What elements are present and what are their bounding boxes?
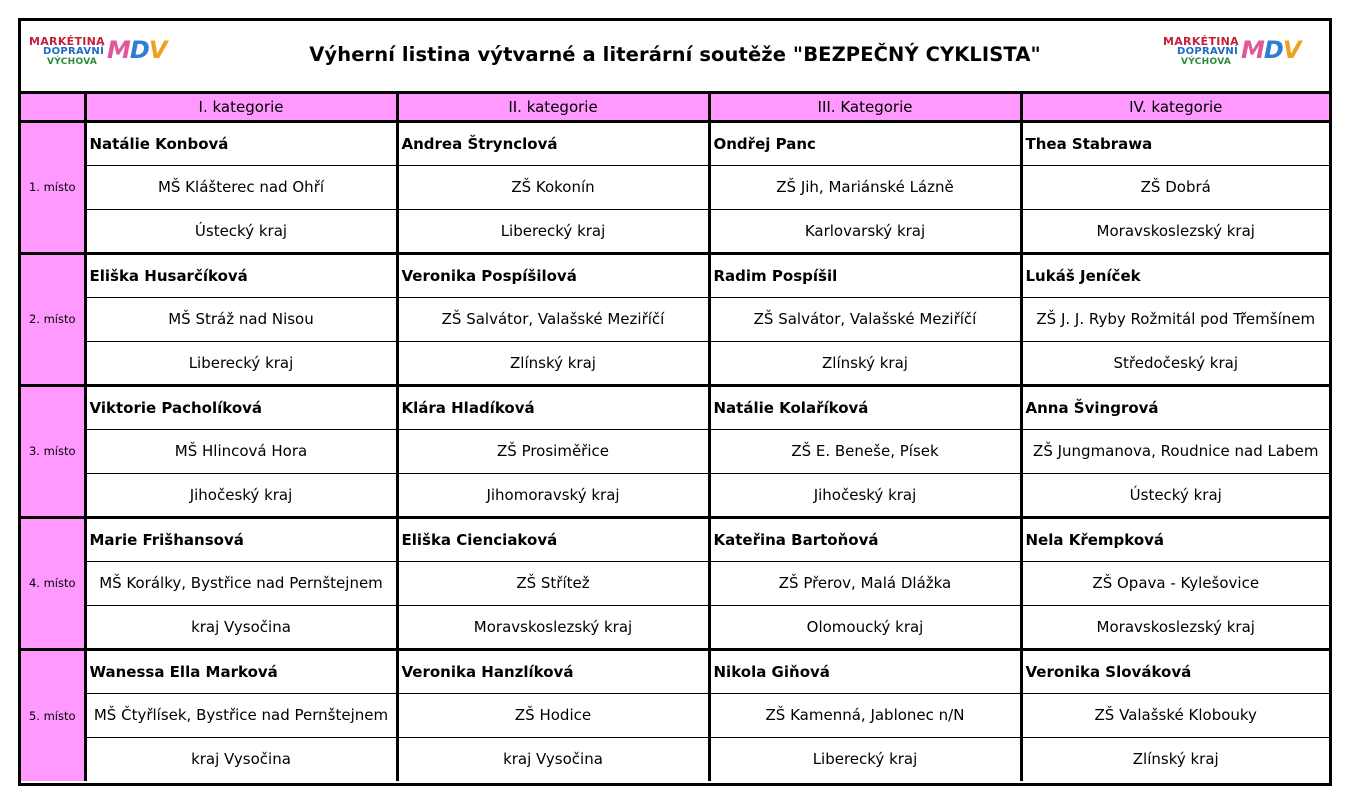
winner-school-row	[21, 693, 1329, 737]
winner-school: ZŠ Hodice	[397, 693, 709, 737]
place-label: 4. místo	[21, 517, 85, 649]
winner-school: ZŠ E. Beneše, Písek	[709, 429, 1021, 473]
winner-name: Veronika Slováková	[1021, 649, 1329, 693]
winner-name: Andrea Štrynclová	[397, 121, 709, 165]
winner-school-row	[21, 297, 1329, 341]
winner-school: ZŠ Jungmanova, Roudnice nad Labem	[1021, 429, 1329, 473]
header-corner	[21, 94, 85, 121]
winner-region: Liberecký kraj	[397, 209, 709, 253]
winner-region-row	[21, 341, 1329, 385]
winner-region: kraj Vysočina	[85, 737, 397, 781]
winner-name: Veronika Pospíšilová	[397, 253, 709, 297]
winner-region: Olomoucký kraj	[709, 605, 1021, 649]
winner-school-row	[21, 165, 1329, 209]
winner-region: Ústecký kraj	[85, 209, 397, 253]
results-sheet	[18, 18, 1332, 786]
winner-school: ZŠ Valašské Klobouky	[1021, 693, 1329, 737]
winner-region: Zlínský kraj	[397, 341, 709, 385]
winner-school: ZŠ Prosiměřice	[397, 429, 709, 473]
winner-school: ZŠ Opava - Kylešovice	[1021, 561, 1329, 605]
logo-text-line1: MARKÉTINA	[29, 35, 105, 48]
place-label: 2. místo	[21, 253, 85, 385]
winner-region: Moravskoslezský kraj	[1021, 209, 1329, 253]
page-title: Výherní listina výtvarné a literární soutěže "BEZPEČNÝ CYKLISTA"	[309, 43, 1041, 66]
winner-region: Ústecký kraj	[1021, 473, 1329, 517]
winner-name: Lukáš Jeníček	[1021, 253, 1329, 297]
logo-text-line3: VÝCHOVA	[47, 57, 98, 67]
winner-name-row	[21, 517, 1329, 561]
winner-name: Wanessa Ella Marková	[85, 649, 397, 693]
winner-school: ZŠ Kamenná, Jablonec n/N	[709, 693, 1021, 737]
winner-school: ZŠ J. J. Ryby Rožmitál pod Třemšínem	[1021, 297, 1329, 341]
winner-region-row	[21, 737, 1329, 781]
winner-region: Jihomoravský kraj	[397, 473, 709, 517]
winner-name: Natálie Kolaříková	[709, 385, 1021, 429]
winner-name: Eliška Husarčíková	[85, 253, 397, 297]
logo-mark: MDV	[107, 36, 167, 64]
category-header-row	[21, 94, 1329, 121]
winner-name: Veronika Hanzlíková	[397, 649, 709, 693]
winner-name: Nikola Giňová	[709, 649, 1021, 693]
winner-name: Thea Stabrawa	[1021, 121, 1329, 165]
winner-name-row	[21, 121, 1329, 165]
winner-school: ZŠ Salvátor, Valašské Meziříčí	[397, 297, 709, 341]
category-header: II. kategorie	[397, 94, 709, 121]
winner-region: Moravskoslezský kraj	[397, 605, 709, 649]
winner-region: Liberecký kraj	[85, 341, 397, 385]
winner-school: ZŠ Střítež	[397, 561, 709, 605]
winner-school: MŠ Čtyřlísek, Bystřice nad Pernštejnem	[85, 693, 397, 737]
winner-name: Anna Švingrová	[1021, 385, 1329, 429]
winner-name: Ondřej Panc	[709, 121, 1021, 165]
winner-name-row	[21, 253, 1329, 297]
winner-name: Radim Pospíšil	[709, 253, 1021, 297]
winner-name: Kateřina Bartoňová	[709, 517, 1021, 561]
winner-region: Karlovarský kraj	[709, 209, 1021, 253]
winner-name: Klára Hladíková	[397, 385, 709, 429]
winner-name: Natálie Konbová	[85, 121, 397, 165]
winner-region-row	[21, 209, 1329, 253]
winner-region: kraj Vysočina	[397, 737, 709, 781]
winner-region: Jihočeský kraj	[85, 473, 397, 517]
winner-school: MŠ Korálky, Bystřice nad Pernštejnem	[85, 561, 397, 605]
winner-region: Středočeský kraj	[1021, 341, 1329, 385]
category-header: IV. kategorie	[1021, 94, 1329, 121]
winner-name-row	[21, 649, 1329, 693]
winner-name: Marie Frišhansová	[85, 517, 397, 561]
logo-text-line1: MARKÉTINA	[1163, 35, 1239, 48]
winner-name: Eliška Cienciaková	[397, 517, 709, 561]
winner-region: Zlínský kraj	[709, 341, 1021, 385]
winner-region-row	[21, 473, 1329, 517]
winner-name: Nela Křempková	[1021, 517, 1329, 561]
winner-school: ZŠ Jih, Mariánské Lázně	[709, 165, 1021, 209]
category-header: I. kategorie	[85, 94, 397, 121]
logo-text-line2: DOPRAVNÍ	[1177, 46, 1239, 57]
winner-school: ZŠ Přerov, Malá Dlážka	[709, 561, 1021, 605]
winner-region: Zlínský kraj	[1021, 737, 1329, 781]
place-label: 5. místo	[21, 649, 85, 781]
logo-text-line3: VÝCHOVA	[1181, 57, 1232, 67]
logo-mark: MDV	[1241, 36, 1301, 64]
winner-school-row	[21, 561, 1329, 605]
place-label: 3. místo	[21, 385, 85, 517]
winner-name-row	[21, 385, 1329, 429]
winner-region: Liberecký kraj	[709, 737, 1021, 781]
category-header: III. Kategorie	[709, 94, 1021, 121]
logo-right	[1163, 35, 1303, 73]
logo-text-line2: DOPRAVNÍ	[43, 46, 105, 57]
winner-school: MŠ Stráž nad Nisou	[85, 297, 397, 341]
winner-region-row	[21, 605, 1329, 649]
winner-region: kraj Vysočina	[85, 605, 397, 649]
winner-school: MŠ Klášterec nad Ohří	[85, 165, 397, 209]
winner-school: ZŠ Dobrá	[1021, 165, 1329, 209]
header	[21, 21, 1329, 94]
winner-name: Viktorie Pacholíková	[85, 385, 397, 429]
winner-region: Jihočeský kraj	[709, 473, 1021, 517]
winner-region: Moravskoslezský kraj	[1021, 605, 1329, 649]
results-table	[21, 94, 1329, 781]
place-label: 1. místo	[21, 121, 85, 253]
winner-school: ZŠ Kokonín	[397, 165, 709, 209]
winner-school: MŠ Hlincová Hora	[85, 429, 397, 473]
winner-school-row	[21, 429, 1329, 473]
winner-school: ZŠ Salvátor, Valašské Meziříčí	[709, 297, 1021, 341]
